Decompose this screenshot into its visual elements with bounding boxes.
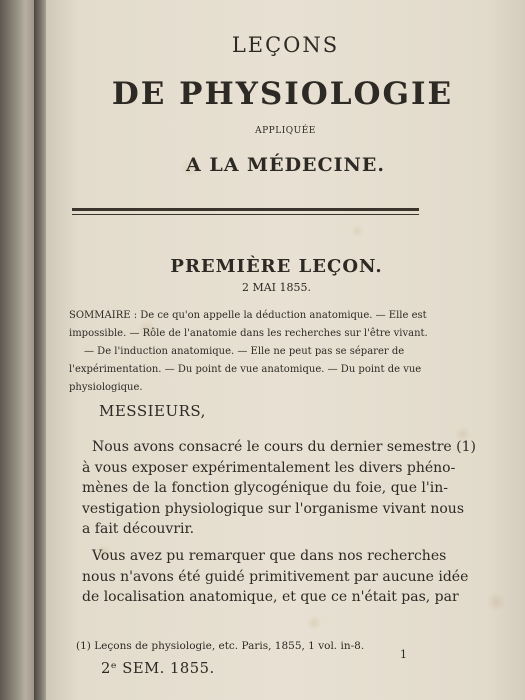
title-divider-thick: [72, 208, 419, 211]
book-title-line-1: LEÇONS: [231, 33, 340, 57]
summary-line: impossible. — Rôle de l'anatomie dans les recherches sur l'être vivant.: [69, 328, 428, 339]
lesson-title: PREMIÈRE LEÇON.: [170, 256, 383, 277]
book-title-line-3: APPLIQUÉE: [255, 126, 316, 136]
body-line: Nous avons consacré le cours du dernier semestre (1): [92, 439, 476, 455]
body-text: [82, 437, 476, 608]
body-line: a fait découvrir.: [82, 521, 195, 538]
salutation: MESSIEURS,: [99, 402, 206, 420]
body-line: à vous exposer expérimentalement les divers phéno-: [82, 459, 456, 476]
body-line: mènes de la fonction glycogénique du foie, que l'in-: [82, 480, 448, 497]
summary-line: — De l'induction anatomique. — Elle ne peut pas se séparer de: [84, 346, 405, 357]
lesson-date: 2 MAI 1855.: [241, 281, 312, 294]
footnote: (1) Leçons de physiologie, etc. Paris, 1855, 1 vol. in-8.: [76, 640, 365, 652]
summary-line: physiologique.: [69, 382, 143, 393]
summary-line: SOMMAIRE : De ce qu'on appelle la déduction anatomique. — Elle est: [69, 310, 427, 321]
body-line: Vous avez pu remarquer que dans nos recherches: [92, 547, 447, 564]
adjacent-page-edge: [0, 0, 34, 700]
lesson-summary: [69, 307, 429, 397]
body-line: de localisation anatomique, et que ce n'était pas, par: [82, 589, 459, 606]
body-line: vestigation physiologique sur l'organisme vivant nous: [82, 500, 464, 517]
book-title-line-4: A LA MÉDECINE.: [185, 154, 386, 176]
book-title-line-2: DE PHYSIOLOGIE: [111, 76, 454, 112]
book-page: [46, 0, 525, 700]
summary-line: l'expérimentation. — Du point de vue anatomique. — Du point de vue: [69, 364, 422, 375]
body-line: nous n'avons été guidé primitivement par aucune idée: [82, 568, 469, 585]
page-number: 1: [400, 648, 407, 661]
signature: 2ᵉ SEM. 1855.: [101, 660, 215, 677]
title-divider-thin: [72, 214, 419, 215]
